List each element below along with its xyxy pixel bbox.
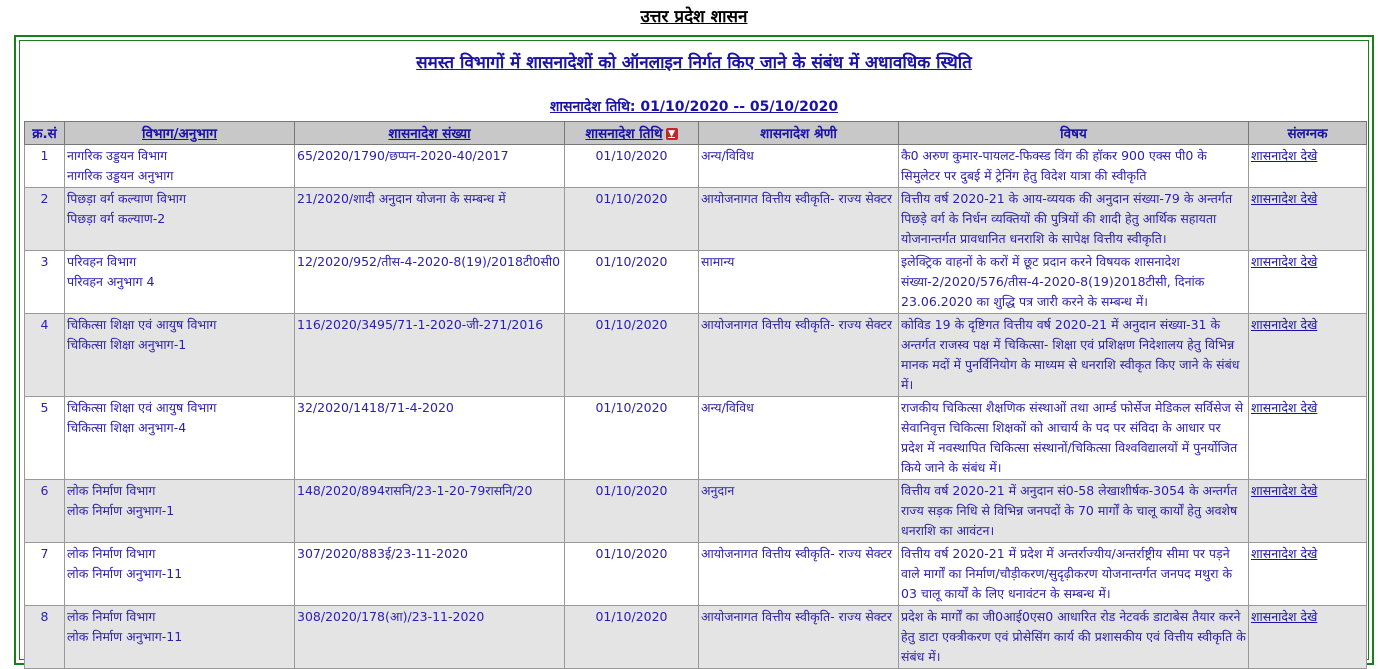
cell-dept — [65, 145, 295, 188]
cell-dept — [65, 251, 295, 314]
table-row — [25, 397, 1367, 480]
cell-date: 01/10/2020 — [565, 543, 699, 606]
cell-number: 65/2020/1790/छप्पन-2020-40/2017 — [295, 145, 565, 188]
cell-date: 01/10/2020 — [565, 606, 699, 669]
cell-sn: 4 — [25, 314, 65, 397]
panel-subtitle: समस्त विभागों में शासनादेशों को ऑनलाइन निर्गत किए जाने के संबंध में अधावधिक स्थिति — [416, 53, 972, 73]
table-row — [25, 543, 1367, 606]
cell-date: 01/10/2020 — [565, 251, 699, 314]
table-row — [25, 145, 1367, 188]
cell-sn: 1 — [25, 145, 65, 188]
page-title: उत्तर प्रदेश शासन — [640, 7, 748, 27]
cell-date: 01/10/2020 — [565, 188, 699, 251]
cell-category: अन्य/विविध — [699, 145, 899, 188]
cell-category: सामान्य — [699, 251, 899, 314]
view-order-link[interactable]: शासनादेश देखे — [1251, 483, 1318, 498]
col-header-dept[interactable]: विभाग/अनुभाग — [65, 122, 295, 145]
cell-sn: 2 — [25, 188, 65, 251]
view-order-link[interactable]: शासनादेश देखे — [1251, 609, 1318, 624]
cell-number: 32/2020/1418/71-4-2020 — [295, 397, 565, 480]
section-name: लोक निर्माण अनुभाग-11 — [67, 629, 183, 644]
view-order-link[interactable]: शासनादेश देखे — [1251, 400, 1318, 415]
cell-dept — [65, 606, 295, 669]
content-panel — [14, 35, 1374, 665]
dept-name: चिकित्सा शिक्षा एवं आयुष विभाग — [67, 317, 217, 332]
cell-number: 116/2020/3495/71-1-2020-जी-271/2016 — [295, 314, 565, 397]
cell-category: आयोजनागत वित्तीय स्वीकृति- राज्य सेक्टर — [699, 314, 899, 397]
cell-attachment — [1249, 188, 1367, 251]
cell-number: 21/2020/शादी अनुदान योजना के सम्बन्ध में — [295, 188, 565, 251]
cell-number: 307/2020/883ई/23-11-2020 — [295, 543, 565, 606]
dept-name: चिकित्सा शिक्षा एवं आयुष विभाग — [67, 400, 217, 415]
cell-attachment — [1249, 480, 1367, 543]
cell-attachment — [1249, 543, 1367, 606]
section-name: पिछड़ा वर्ग कल्याण-2 — [67, 211, 166, 226]
dept-name: लोक निर्माण विभाग — [67, 546, 156, 561]
cell-sn: 3 — [25, 251, 65, 314]
cell-date: 01/10/2020 — [565, 397, 699, 480]
cell-subject: कोविड 19 के दृष्टिगत वित्तीय वर्ष 2020-21 में अनुदान संख्या-31 के अन्तर्गत राजस्व पक्ष में चिकित्सा- शिक्षा एवं प्रशिक्षण निदेशालय हेतु विभिन्न मानक मदों में पुनर्विनियोग के माध्यम से धनराशि स्वीकृत किए जाने के संबंध में। — [899, 314, 1249, 397]
orders-table — [24, 121, 1367, 669]
cell-category: अन्य/विविध — [699, 397, 899, 480]
cell-category: आयोजनागत वित्तीय स्वीकृति- राज्य सेक्टर — [699, 606, 899, 669]
cell-sn: 6 — [25, 480, 65, 543]
section-name: चिकित्सा शिक्षा अनुभाग-1 — [67, 337, 187, 352]
cell-number: 308/2020/178(आ)/23-11-2020 — [295, 606, 565, 669]
cell-dept — [65, 314, 295, 397]
section-name: नागरिक उड्डयन अनुभाग — [67, 168, 174, 183]
cell-number: 12/2020/952/तीस-4-2020-8(19)/2018टी0सी0 — [295, 251, 565, 314]
cell-date: 01/10/2020 — [565, 480, 699, 543]
content-panel-inner — [19, 40, 1369, 664]
cell-subject: इलेक्ट्रिक वाहनों के करों में छूट प्रदान करने विषयक शासनादेश संख्या-2/2020/576/तीस-4-2020-8(19)2018टीसी, दिनांक 23.06.2020 का शुद्धि पत्र जारी करने के सम्बन्ध में। — [899, 251, 1249, 314]
table-row — [25, 314, 1367, 397]
cell-dept — [65, 543, 295, 606]
cell-subject: कै0 अरुण कुमार-पायलट-फिक्स्ड विंग की हॉकर 900 एक्स पी0 के सिमुलेटर पर दुबई में ट्रेनिंग हेतु विदेश यात्रा की स्वीकृति — [899, 145, 1249, 188]
view-order-link[interactable]: शासनादेश देखे — [1251, 546, 1318, 561]
cell-attachment — [1249, 397, 1367, 480]
cell-subject: वित्तीय वर्ष 2020-21 में प्रदेश में अन्तर्राज्यीय/अन्तर्राष्ट्रीय सीमा पर पड़ने वाले मार्गों का निर्माण/चौड़ीकरण/सुदृढ़ीकरण योजनान्तर्गत जनपद मथुरा के 03 चालू कार्यों के लिए धनावंटन के सम्बन्ध में। — [899, 543, 1249, 606]
cell-sn: 8 — [25, 606, 65, 669]
col-header-sn: क्र.सं — [25, 122, 65, 145]
view-order-link[interactable]: शासनादेश देखे — [1251, 254, 1318, 269]
view-order-link[interactable]: शासनादेश देखे — [1251, 317, 1318, 332]
dept-name: नागरिक उड्डयन विभाग — [67, 148, 168, 163]
cell-sn: 5 — [25, 397, 65, 480]
view-order-link[interactable]: शासनादेश देखे — [1251, 148, 1318, 163]
dept-name: पिछड़ा वर्ग कल्याण विभाग — [67, 191, 187, 206]
cell-attachment — [1249, 606, 1367, 669]
cell-dept — [65, 397, 295, 480]
cell-dept — [65, 188, 295, 251]
section-name: लोक निर्माण अनुभाग-11 — [67, 566, 183, 581]
sort-descending-icon[interactable]: ▼ — [666, 128, 678, 140]
section-name: लोक निर्माण अनुभाग-1 — [67, 503, 175, 518]
col-header-number[interactable]: शासनादेश संख्या — [295, 122, 565, 145]
cell-category: अनुदान — [699, 480, 899, 543]
cell-subject: वित्तीय वर्ष 2020-21 में अनुदान सं0-58 लेखाशीर्षक-3054 के अन्तर्गत राज्य सड़क निधि से विभिन्न जनपदों के 70 मार्गों के चालू कार्यों हेतु अवशेष धनराशि का आवंटन। — [899, 480, 1249, 543]
date-range-label: शासनादेश तिथि: 01/10/2020 -- 05/10/2020 — [549, 99, 839, 115]
cell-subject: राजकीय चिकित्सा शैक्षणिक संस्थाओं तथा आर्म्ड फोर्सेज मेडिकल सर्विसेज से सेवानिवृत्त चिकित्सा शिक्षकों को आचार्य के पद पर संविदा के आधार पर प्रदेश में नवस्थापित चिकित्सा संस्थानों/चिकित्सा विश्वविद्यालयों में पुनर्योजित किये जाने के संबंध में। — [899, 397, 1249, 480]
cell-date: 01/10/2020 — [565, 314, 699, 397]
cell-date: 01/10/2020 — [565, 145, 699, 188]
col-header-attachment: संलग्नक — [1249, 122, 1367, 145]
cell-attachment — [1249, 251, 1367, 314]
table-row — [25, 480, 1367, 543]
cell-sn: 7 — [25, 543, 65, 606]
col-header-subject: विषय — [899, 122, 1249, 145]
cell-subject: प्रदेश के मार्गों का जी0आई0एस0 आधारित रोड नेटवर्क डाटाबेस तैयार करने हेतु डाटा एक्त्रीकरण एवं प्रोसेसिंग कार्य की प्रशासकीय एवं वित्तीय स्वीकृति के संबंध में। — [899, 606, 1249, 669]
cell-dept — [65, 480, 295, 543]
dept-name: लोक निर्माण विभाग — [67, 609, 156, 624]
table-row — [25, 606, 1367, 669]
cell-number: 148/2020/894रासनि/23-1-20-79रासनि/20 — [295, 480, 565, 543]
col-header-date[interactable]: शासनादेश तिथि ▼ — [565, 122, 699, 145]
table-header-row — [25, 122, 1367, 145]
section-name: चिकित्सा शिक्षा अनुभाग-4 — [67, 420, 187, 435]
cell-subject: वित्तीय वर्ष 2020-21 के आय-व्ययक की अनुदान संख्या-79 के अन्तर्गत पिछड़े वर्ग के निर्धन व्यक्तियों की पुत्रियों की शादी हेतु आर्थिक सहायता योजनान्तर्गत प्रावधानित धनराशि के सापेक्ष वित्तीय स्वीकृति। — [899, 188, 1249, 251]
cell-attachment — [1249, 314, 1367, 397]
cell-category: आयोजनागत वित्तीय स्वीकृति- राज्य सेक्टर — [699, 543, 899, 606]
view-order-link[interactable]: शासनादेश देखे — [1251, 191, 1318, 206]
section-name: परिवहन अनुभाग 4 — [67, 274, 155, 289]
dept-name: परिवहन विभाग — [67, 254, 137, 269]
cell-attachment — [1249, 145, 1367, 188]
table-row — [25, 251, 1367, 314]
dept-name: लोक निर्माण विभाग — [67, 483, 156, 498]
col-header-category: शासनादेश श्रेणी — [699, 122, 899, 145]
cell-category: आयोजनागत वित्तीय स्वीकृति- राज्य सेक्टर — [699, 188, 899, 251]
table-row — [25, 188, 1367, 251]
